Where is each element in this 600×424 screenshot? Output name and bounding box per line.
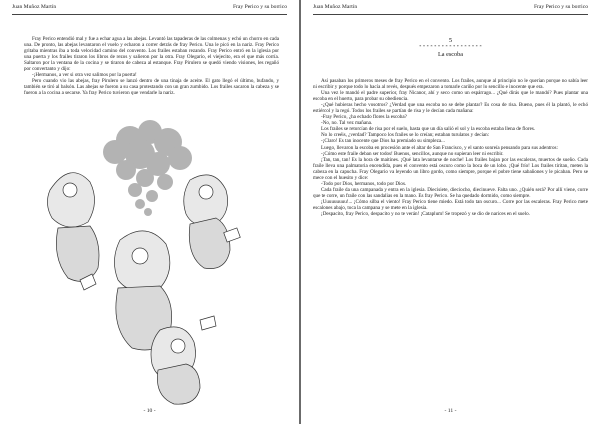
right-header-author: Juan Muñoz Martín	[313, 4, 358, 10]
right-paragraph-2: Una vez le mandó el padre superior, fray Nicanor, ahí y seco como un espárrago... ¿Qué dirás que le mandó? Pues plantar una escoba en el huerto, para probar su obediencia.	[313, 90, 588, 103]
right-paragraph-11: ¡Tan, tan, tan! Es la hora de maitines. ¡Qué lata levantarse de noche! Los frailes bajan por las escaleras, muertos de sueño. Cada fraile lleva una palmatoria encendida, pues el convento está oscuro como la boca de un lobo. ¡Qué frío! Los frailes tiritan, meten la cabeza en la capucha. Fray Olegario va leyendo un libro gordo, como siempre, porque el pobre tiene sabañones y le picaban. Pero se mece con el huesito y dice:	[313, 156, 588, 181]
left-header-title: Fray Perico y su borrico	[232, 4, 287, 10]
left-page-number: - 10 -	[143, 408, 156, 414]
right-paragraph-3: -¿Qué hubieras hecho vosotros? ¿Verdad que una escoba no se debe plantar? Es cosa de risa. Bueno, pues él la plantó, le echó estiércol y la regó. Todos los frailes se partían de risa y le decían cada mañana:	[313, 102, 588, 115]
left-page-body	[24, 36, 279, 96]
chapter-number: 5	[448, 37, 453, 44]
right-paragraph-9: Luego, llevaron la escoba en procesión ante el altar de San Francisco, y el santo sonreía pensando para sus adentros:	[321, 144, 558, 151]
friar-top-left	[47, 173, 99, 282]
right-paragraph-5: -No, no. Tal vez mañana.	[321, 120, 373, 127]
bee-swarm	[103, 120, 192, 216]
right-page-body	[313, 78, 588, 217]
right-paragraph-1: Así pasaban los primeros meses de fray Perico en el convento. Los frailes, aunque al principio no le querían porque no sabía leer ni escribir y porque todo lo hacía al revés, después empezaron a tomarle cariño por lo sencillo e inocente que era.	[313, 78, 588, 91]
right-paragraph-7: No lo creéis, ¿verdad? Tampoco los frailes se lo creían; estaban turulatos y decían:	[321, 132, 490, 139]
left-paragraph-2: -¡Hermanos, a ver si otra vez salimos por la puerta!	[32, 72, 137, 79]
left-paragraph-3: Pero cuando vio las abejas, fray Pirulero se lanzó dentro de una tinaja de aceite. El gato llegó el último, bufando, y también se tiró al balsón. Las abejas se fueron a su casa protestando con un gran zumbido. Los frailes sacaron la cabeza y se fueron a la cocina a secarse. Ya fray Perico tuvieron que vendarle la nariz.	[24, 78, 279, 97]
right-header-title: Fray Perico y su borrico	[533, 4, 588, 10]
friars-bees-illustration	[40, 120, 260, 410]
right-paragraph-8: -¡Claro! Es tan inocente que Dios ha premiado su simpleza...	[321, 138, 445, 145]
right-paragraph-4: -Fray Perico, ¿ha echado flores la escoba?	[321, 114, 407, 121]
right-paragraph-13: Cada fraile da una campanada y entra en la iglesia. Diecisiete, dieciocho, diecinueve. Falta uno. ¿Quién será? Por allí viene, corre que te corre, un fraile con las sandalias en la mano. Es fray Perico. Se ha quedado dormido, como siempre.	[313, 186, 588, 199]
right-paragraph-10: -¡Cómo este fraile deban ser todos! Buenos, sencillos, aunque no supieran leer ni escribir.	[321, 150, 504, 157]
right-paragraph-6: Los frailes se retorcían de risa por el suelo, hasta que un día salió el sol y la escoba estaba llena de flores.	[321, 126, 536, 133]
chapter-title: La escoba	[438, 51, 463, 58]
chapter-heading	[301, 37, 600, 58]
left-header-author: Juan Muñoz Martín	[12, 4, 57, 10]
right-page	[301, 0, 600, 424]
right-paragraph-15: ¡Despacito, fray Perico, despacito y no te verán! ¡Cataplum! Se tropezó y se dio de narices en el suelo.	[321, 211, 530, 218]
left-paragraph-1: Fray Perico entendió mal y fue a echar agua a las abejas. Levantó las tapaderas de las colmenas y echó un chorro en cada una. De pronto, las abejas levantaron el vuelo y echaron a correr detrás de fray Perico. Una le picó en la nariz. Fray Perico gritaba mientras iba a toda velocidad camino del convento. Los frailes estaban rezando. Fray Perico entró en la iglesia por una puerta y los frailes tiraron los libros de rezos y salieron por la otra. Fray Olegario, el viejecito, era el que más corría. Saltaron por la ventana de la cocina y se tiraron de cabeza al estanque. Fray Pirulero se quedó viendo visiones, les regañó por convertanto y dijo:	[24, 36, 279, 73]
right-paragraph-12: -Todo por Dios, hermanos, todo por Dios.	[321, 180, 407, 187]
friar-top-right	[184, 175, 241, 269]
right-running-header	[313, 4, 588, 15]
left-running-header	[12, 4, 287, 15]
right-page-number: - 11 -	[444, 408, 457, 414]
chapter-ornament: * * * * * * * * * * * * * * * * *	[419, 44, 482, 49]
right-paragraph-14: ¡Uuuuuuuuu!... ¡Cómo silba el viento! Fray Perico tiene miedo. Está todo tan oscuro... Corre por las escaleras. Fray Perico mete escalones abajo, toca la campana y se mete en la iglesia.	[313, 198, 588, 211]
left-page	[0, 0, 299, 424]
